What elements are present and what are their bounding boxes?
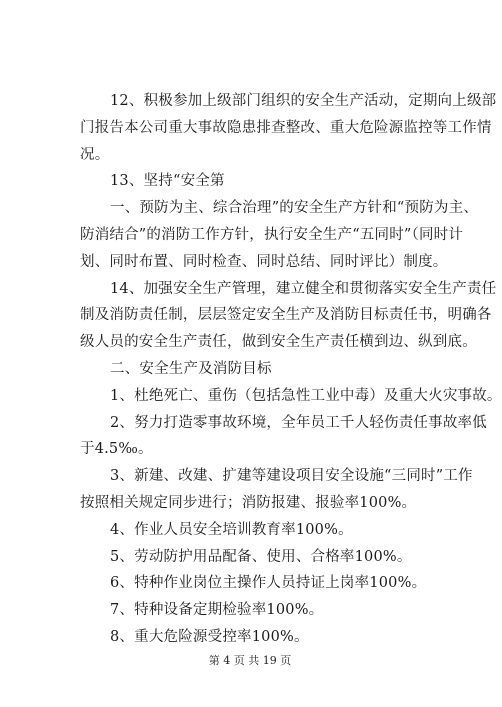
paragraph-line: 于4.5‰。 [80,441,153,458]
paragraph-line: 划、同时布置、同时检查、同时总结、同时评比）制度。 [80,253,448,270]
paragraph-line: 2、努力打造零事故环境，全年员工千人轻伤责任事故率低 [110,414,487,431]
paragraph-line: 5、劳动防护用品配备、使用、合格率100%。 [110,548,412,565]
paragraph-line: 一、预防为主、综合治理”的安全生产方针和“预防为主、 [110,200,479,217]
paragraph-line: 3、新建、改建、扩建等建设项目安全设施“三同时”工作 [110,468,473,485]
paragraph-line: 14、加强安全生产管理，建立健全和贯彻落实安全生产责任 [110,280,497,297]
paragraph-line: 7、特种设备定期检验率100%。 [110,602,324,619]
document-body [80,88,502,651]
paragraph-line: 12、积极参加上级部门组织的安全生产活动，定期向上级部 [110,93,497,109]
paragraph-line: 防消结合”的消防工作方针，执行安全生产“五同时”（同时计 [80,226,464,243]
paragraph-line: 制及消防责任制，层层签定安全生产及消防目标责任书，明确各 [80,307,492,324]
paragraph-line: 1、杜绝死亡、重伤（包括急性工业中毒）及重大火灾事故。 [110,387,502,404]
paragraph-line: 8、重大危险源受控率100%。 [110,628,309,645]
paragraph-line: 况。 [80,146,110,163]
page-number-footer: 第 4 页 共 19 页 [208,654,292,667]
paragraph-line: 4、作业人员安全培训教育率100%。 [110,521,353,538]
paragraph-line: 级人员的安全生产责任，做到安全生产责任横到边、纵到底。 [80,334,477,351]
paragraph-line: 13、坚持“安全第 [110,173,225,190]
section-heading: 二、安全生产及消防目标 [110,360,272,377]
paragraph-line: 按照相关规定同步进行；消防报建、报验率100%。 [80,494,417,511]
paragraph-line: 6、特种作业岗位主操作人员持证上岗率100%。 [110,575,427,592]
paragraph-line: 门报告本公司重大事故隐患排查整改、重大危险源监控等工作情 [80,119,492,136]
